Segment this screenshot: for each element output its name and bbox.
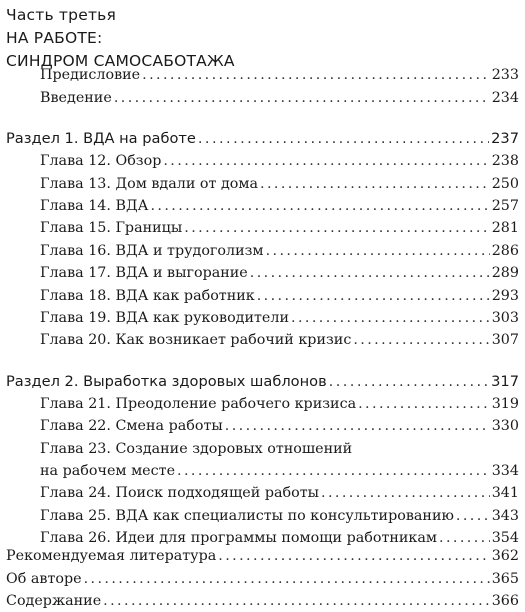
toc-page-number: 238: [491, 153, 519, 169]
leader-dots: [250, 262, 490, 284]
leader-dots: [114, 87, 490, 109]
toc-page-number: 286: [491, 243, 519, 259]
leader-dots: [177, 460, 490, 482]
toc-chapter-13[interactable]: [40, 173, 519, 195]
toc-entry-title: Глава 18. ВДА как работник: [40, 288, 255, 304]
toc-entry-title: Глава 14. ВДА: [40, 198, 149, 214]
section-title: Раздел 1. ВДА на работе: [6, 130, 196, 147]
toc-chapter-14[interactable]: [40, 195, 519, 217]
toc-entry-about-author[interactable]: [6, 568, 519, 590]
toc-chapter-17[interactable]: [40, 262, 519, 284]
leader-dots: [218, 545, 489, 567]
toc-chapter-21[interactable]: [40, 393, 519, 415]
toc-entry-title: Глава 13. Дом вдали от дома: [40, 176, 259, 192]
part-title-line-1: НА РАБОТЕ:: [6, 29, 103, 47]
leader-dots: [184, 217, 489, 239]
part-title-line-2: СИНДРОМ САМОСАБОТАЖА: [6, 52, 235, 70]
leader-dots: [456, 505, 490, 527]
leader-dots: [291, 307, 490, 329]
leader-dots: [103, 590, 490, 612]
leader-dots: [353, 329, 489, 351]
toc-page-number: 341: [491, 485, 519, 501]
toc-chapter-18[interactable]: [40, 285, 519, 307]
toc-entry-title: Содержание: [6, 593, 102, 609]
toc-page-number: 330: [491, 418, 519, 434]
toc-page-number: 234: [491, 90, 519, 106]
toc-chapter-20[interactable]: [40, 329, 519, 351]
toc-page-number: 366: [491, 593, 519, 609]
toc-chapter-23[interactable]: [40, 460, 519, 482]
leader-dots: [329, 371, 489, 393]
toc-chapter-15[interactable]: [40, 217, 519, 239]
toc-page-number: 233: [491, 67, 519, 83]
toc-section-1[interactable]: [6, 128, 519, 150]
leader-dots: [321, 482, 490, 504]
toc-chapter-12[interactable]: [40, 150, 519, 172]
toc-chapter-25[interactable]: [40, 505, 519, 527]
toc-page-number: 250: [491, 176, 519, 192]
toc-entry-title: Об авторе: [6, 571, 82, 587]
toc-entry-title: Введение: [40, 90, 112, 106]
leader-dots: [142, 64, 490, 86]
toc-entry-title: Глава 25. ВДА как специалисты по консультированию: [40, 508, 454, 524]
toc-entry-contents[interactable]: [6, 590, 519, 612]
toc-entry-title: Глава 19. ВДА как руководители: [40, 310, 289, 326]
toc-entry-recommended-reading[interactable]: [6, 545, 519, 567]
toc-page-number: 319: [491, 396, 519, 412]
toc-page-number: 293: [491, 288, 519, 304]
toc-chapter-22[interactable]: [40, 415, 519, 437]
toc-chapter-16[interactable]: [40, 240, 519, 262]
leader-dots: [266, 240, 490, 262]
toc-entry-title: Глава 26. Идеи для программы помощи работникам: [40, 530, 438, 546]
toc-entry-title: Глава 16. ВДА и трудоголизм: [40, 243, 264, 259]
leader-dots: [84, 568, 490, 590]
toc-page-number: 307: [491, 332, 519, 348]
section-title: Раздел 2. Выработка здоровых шаблонов: [6, 373, 327, 390]
toc-entry-title: Глава 20. Как возникает рабочий кризис: [40, 332, 352, 348]
leader-dots: [225, 415, 490, 437]
toc-page-number: 317: [491, 373, 519, 390]
toc-chapter-19[interactable]: [40, 307, 519, 329]
toc-entry-title: Предисловие: [40, 67, 141, 83]
toc-entry-introduction[interactable]: [40, 87, 519, 109]
leader-dots: [150, 195, 489, 217]
toc-chapter-23-first-line[interactable]: Глава 23. Создание здоровых отношений: [40, 441, 353, 457]
part-label: Часть третья: [6, 6, 117, 24]
toc-page-number: 257: [491, 198, 519, 214]
toc-page-number: 303: [491, 310, 519, 326]
leader-dots: [358, 393, 490, 415]
toc-entry-preface[interactable]: [40, 64, 519, 86]
toc-page-number: 365: [491, 571, 519, 587]
toc-page-number: 237: [491, 130, 519, 147]
toc-page-number: 354: [491, 530, 519, 546]
leader-dots: [198, 128, 489, 150]
toc-page-number: 289: [491, 265, 519, 281]
toc-entry-title: на рабочем месте: [40, 463, 176, 479]
toc-entry-title: Глава 24. Поиск подходящей работы: [40, 485, 319, 501]
leader-dots: [163, 150, 489, 172]
leader-dots: [257, 285, 490, 307]
toc-entry-title: Глава 12. Обзор: [40, 153, 162, 169]
leader-dots: [260, 173, 490, 195]
toc-entry-title: Глава 15. Границы: [40, 220, 183, 236]
toc-entry-title: Рекомендуемая литература: [6, 548, 217, 564]
toc-page-number: 334: [491, 463, 519, 479]
toc-entry-title: Глава 17. ВДА и выгорание: [40, 265, 248, 281]
toc-chapter-24[interactable]: [40, 482, 519, 504]
toc-page-number: 281: [491, 220, 519, 236]
toc-entry-title: Глава 22. Смена работы: [40, 418, 223, 434]
toc-page-number: 343: [491, 508, 519, 524]
toc-entry-title: Глава 21. Преодоление рабочего кризиса: [40, 396, 357, 412]
toc-page-number: 362: [491, 548, 519, 564]
toc-section-2[interactable]: [6, 371, 519, 393]
